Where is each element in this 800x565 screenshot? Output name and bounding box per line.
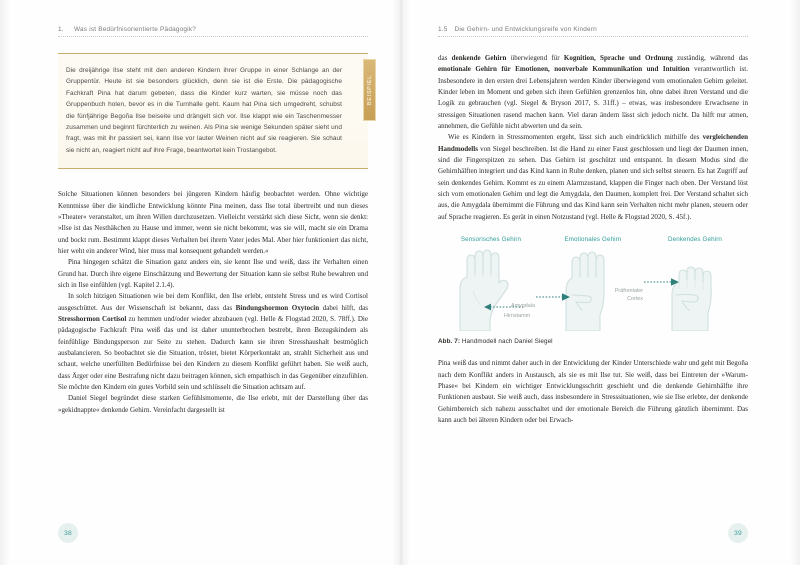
example-callout [58,53,373,169]
hand-model-illustration [438,245,748,331]
figure-label-sensorisches: Sensorisches Gehirn [460,236,522,244]
left-paragraph-2: Pina hingegen schätzt die Situation ganz anders ein, sie kennt Ilse und weiß, dass ihr Verhalten einen Grund hat. Durch ihre eigene Einschätzung und Bewertung der Situation kann sie selbst Ruhe bewahren und sich in Ilse einfühlen (vgl. Kapitel 2.1.4). [58,258,368,289]
amygdala-label: Amygdala [511,303,535,310]
left-running-head-rule [58,36,368,37]
right-paragraph-2: Wie es Kindern in Stressmomenten ergeht, lässt sich auch eindrücklich mithilfe des vergleichenden Handmodells von Siegel beschreiben. Ist die Hand zu einer Faust geschlossen und liegt der Daumen innen, sind die Fingerspitzen zu sehen. Das Gehirn ist geschützt und entspannt. In diesem Modus sind die Gehirnhälften integriert und das Kind kann in Ruhe denken, planen und sich selbst steuern. Es hat Zugriff auf sein denkendes Gehirn. Kommt es zu einem Alarmzustand, klappen die Finger nach oben. Der Verstand löst sich vom emotionalen Gehirn und legt die Amygdala, den Daumen, komplett frei. Der Verstand schaltet sich aus, die Amygdala übernimmt die Führung und das Kind kann sein Verhalten nicht mehr planen, steuern oder auf Sprache reagieren. Es gerät in einen Notzustand (vgl. Helle & Flogstad 2020, S. 45f.). [438,133,748,221]
example-tab-label: BEISPIEL [366,75,373,105]
praefrontaler-cortex-label-2: Cortex [627,296,643,303]
figure-caption [438,338,748,345]
left-running-head [58,26,368,33]
bold-stresshormon: Stresshormon Cortisol [58,315,127,324]
right-running-head-title: Die Gehirn- und Entwicklungsreife von Kindern [454,26,597,33]
praefrontaler-cortex-annotation [615,278,679,302]
example-box-text: Die dreijährige Ilse steht mit den anderen Kindern ihrer Gruppe in einer Schlange an der Gruppentür. Heute ist sie besonders glücklich, denn sie ist die Erste. Die pädagogische Fachkraft Pina hat darum gebeten, dass die Kinder kurz warten, sie müsse noch das Gruppenbuch holen, bevor es in die Turnhalle geht. Kaum hat Pina sich umgedreht, schubst die fünfjährige Begoña Ilse beiseite und drängelt sich vor. Ilse klappt wie ein Taschenmesser zusammen und beginnt fürchterlich zu weinen. Als Pina sie wenige Sekunden später sieht und fragt, was mit ihr passiert sei, kann Ilse vor lauter Weinen nicht auf sie reagieren. Sie schaut sie nicht an, reagiert nicht auf ihre Frage, beantwortet kein Trostangebot. [66,67,342,154]
right-page-number: 39 [728,523,748,543]
left-paragraph-4: Daniel Siegel begründet diese starken Gefühlsmomente, die Ilse erlebt, mit der Darstellung über das »gekidnappte« denkende Gehirn. Vereinfacht dargestellt ist [58,394,368,414]
figure-label-denkendes: Denkendes Gehirn [668,236,722,244]
figure-label-emotionales: Emotionales Gehirn [564,236,622,244]
example-tab [363,59,376,121]
right-running-head-rule [438,36,748,37]
left-running-head-title: Was ist Bedürfnisorientierte Pädagogik? [74,26,197,33]
right-running-head [438,26,748,33]
right-paragraph-1: das denkende Gehirn überwiegend für Kognition, Sprache und Ordnung zuständig, während das emotionale Gehirn für Emotionen, nonverbale Kommunikation und Intuition verantwortlich ist. Insbesondere in den ersten drei Lebensjahren werden Kinder überwiegend vom emotionalen Gehirn geleitet. Kinder leben im Moment und geben sich ihren Gefühlen grenzenlos hin, ohne dabei ihren Verstand und die Logik zu gebrauchen (vgl. Siegel & Bryson 2017, S. 31ff.) – etwas, was insbesondere Erwachsene in stressigen Situationen rasend machen kann. Viel daran ändern lässt sich jedoch nicht. Da hilft nur atmen, annehmen, die Gefühle nicht abwerten und da sein. [438,54,748,131]
bold-kognition: Kognition, Sprache und Ordnung [563,54,673,62]
bold-emotionales-gehirn: emotionale Gehirn für Emotionen, nonverbale Kommunikation und Intuition [438,65,690,74]
fingers-up-thumb-in-hand-icon [566,252,604,331]
figure-caption-text: Handmodell nach Daniel Siegel [461,338,553,346]
right-body-column-bottom [438,358,748,426]
left-body-column [58,189,368,416]
left-paragraph-3: In solch hitzigen Situationen wie bei dem Konflikt, den Ilse erlebt, entsteht Stress und es wird Cortisol ausgeschüttet. Aus der Wissenschaft ist bekannt, dass das Bindungshormon Oxytocin dabei hilft, das Stresshormon Cortisol zu hemmen und/oder wieder abzubauen (vgl. Helle & Flogstad 2020, S. 78ff.). Die pädagogische Fachkraft Pina weiß das und ist daher ununterbrochen bestrebt, ihren Bezugskindern als feinfühlige Bindungsperson zur Seite zu stehen. Dadurch kann sie ihren Stresshaushalt bestmöglich ausbalancieren. So beobachtet sie die Situation, tröstet, bietet Körperkontakt an, strahlt Sicherheit aus und schaut, welche unerfüllten Bedürfnisse bei den Kindern zu diesem Konflikt geführt haben. Sie weiß auch, dass Ärger oder eine Bestrafung nicht dazu beitragen können, sich empathisch in das Gegenüber einzufühlen. Sie möchte den Kindern ein gutes Vorbild sein und schlüsselt die Situation achtsam auf. [58,292,369,392]
open-hand-icon [460,250,508,331]
hirnstamm-label: Hirnstamm [504,313,531,320]
bold-bindungshormon: Bindungshormon Oxytocin [235,303,320,312]
right-page [400,0,800,565]
right-running-head-number: 1.5 [438,26,448,33]
left-page-number: 38 [58,523,78,543]
right-paragraph-3: Pina weiß das und nimmt daher auch in der Entwicklung der Kinder Unterschiede wahr und geht mit Begoña nach dem Konflikt anders in Austausch, als sie es mit Ilse tut. Sie weiß, dass bei Eintreten der »Warum-Phase« bei Kindern ein wichtiger Entwicklungsschritt geschieht und die denkende Gehirnhälfte ihre Funktionen ausbaut. Sie weiß auch, dass insbesondere in Stresssituationen, wie sie Ilse erlebte, der denkende Gehirnbereich sich nahezu ausschaltet und der emotionale Bereich die Führung gänzlich übernimmt. Das kann auch bei älteren Kindern oder bei Erwach- [438,359,748,424]
right-body-column [438,53,748,223]
handmodell-figure [438,236,748,345]
amygdala-annotation [511,293,570,309]
figure-labels [438,236,748,243]
example-box [58,53,368,169]
praefrontaler-cortex-label-1: Präfrontaler [614,288,643,295]
left-page-edge-shadow [0,0,10,565]
figure-caption-prefix: Abb. 7: [438,338,461,346]
left-running-head-number: 1. [58,26,64,33]
bold-denkendes-gehirn: denkende Gehirn [451,54,507,62]
closed-fist-icon [672,267,711,331]
right-page-edge-shadow [790,0,800,565]
left-paragraph-1: Solche Situationen können besonders bei jüngeren Kindern häufig beobachtet werden. Ohne wichtige Kenntnisse über die kindliche Entwicklung könnte Pina meinen, dass Ilse total übertreibt und nun dieses »Theater« veranstaltet, um ihren Willen durchzusetzen. Vielleicht verstärkt sich diese Sicht, wenn sie denkt: »Ilse ist das Nesthäkchen zu Hause und immer, wenn sie nicht bekommt, was sie will, macht sie ein Drama und bockt rum. Bestimmt klappt dieses Verhalten bei ihrem Vater jedes Mal. Aber hier funktioniert das nicht, hier weht ein anderer Wind, hier muss mal konsequent gehandelt werden.« [58,190,368,255]
bold-handmodell: vergleichenden Handmodells [438,133,748,153]
